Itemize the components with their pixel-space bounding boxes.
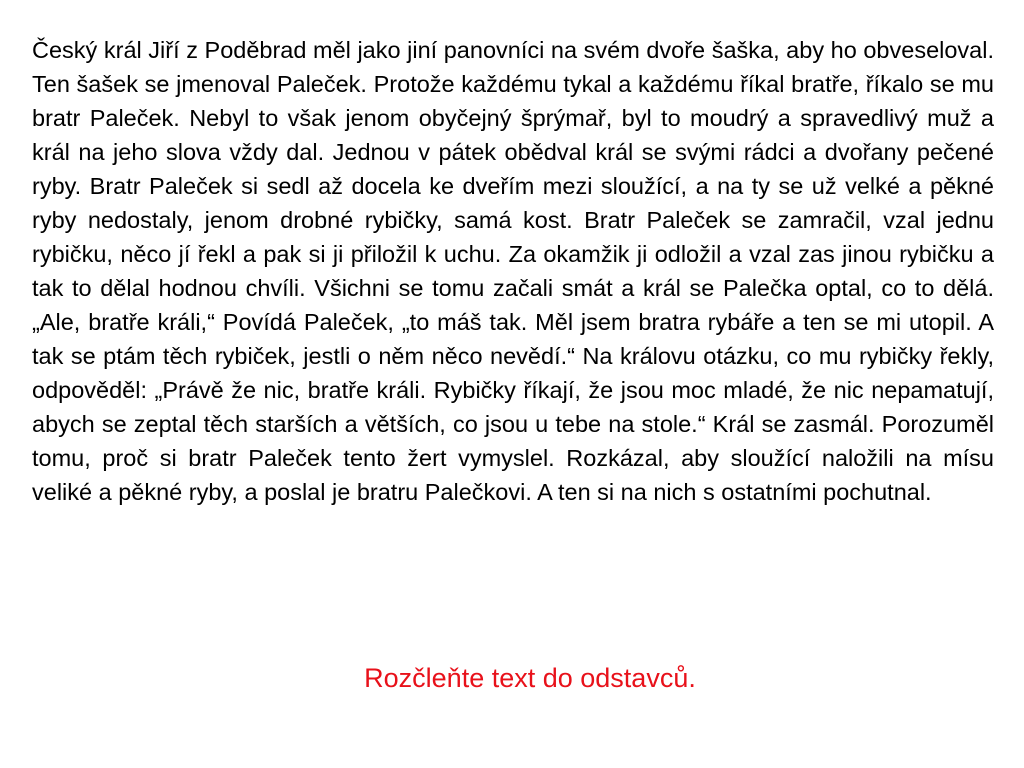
story-paragraph: Český král Jiří z Poděbrad měl jako jiní panovníci na svém dvoře šaška, aby ho obveseloval. Ten šašek se jmenoval Paleček. Protože každému tykal a každému říkal bratře, říkalo se mu bratr Paleček. Nebyl to však jenom obyčejný šprýmař, byl to moudrý a spravedlivý muž a král na jeho slova vždy dal. Jednou v pátek obědval král se svými rádci a dvořany pečené ryby. Bratr Paleček si sedl až docela ke dveřím mezi sloužící, a na ty se už velké a pěkné ryby nedostaly, jenom drobné rybičky, samá kost. Bratr Paleček se zamračil, vzal jednu rybičku, něco jí řekl a pak si ji přiložil k uchu. Za okamžik ji odložil a vzal zas jinou rybičku a tak to dělal hodnou chvíli. Všichni se tomu začali smát a král se Palečka optal, co to dělá. „Ale, bratře králi,“ Povídá Paleček, „to máš tak. Měl jsem bratra rybáře a ten se mi utopil. A tak se ptám těch rybiček, jestli o něm něco nevědí.“ Na královu otázku, co mu rybičky řekly, odpověděl: „Právě že nic, bratře králi. Rybičky říkají, že jsou moc mladé, že nic nepamatují, abych se zeptal těch starších a větších, co jsou u tebe na stole.“ Král se zasmál. Porozuměl tomu, proč si bratr Paleček tento žert vymyslel. Rozkázal, aby sloužící naložili na mísu veliké a pěkné ryby, a poslal je bratru Palečkovi. A ten si na nich s ostatními pochutnal.: [32, 37, 994, 505]
task-instruction: Rozčleňte text do odstavců.: [364, 663, 696, 693]
